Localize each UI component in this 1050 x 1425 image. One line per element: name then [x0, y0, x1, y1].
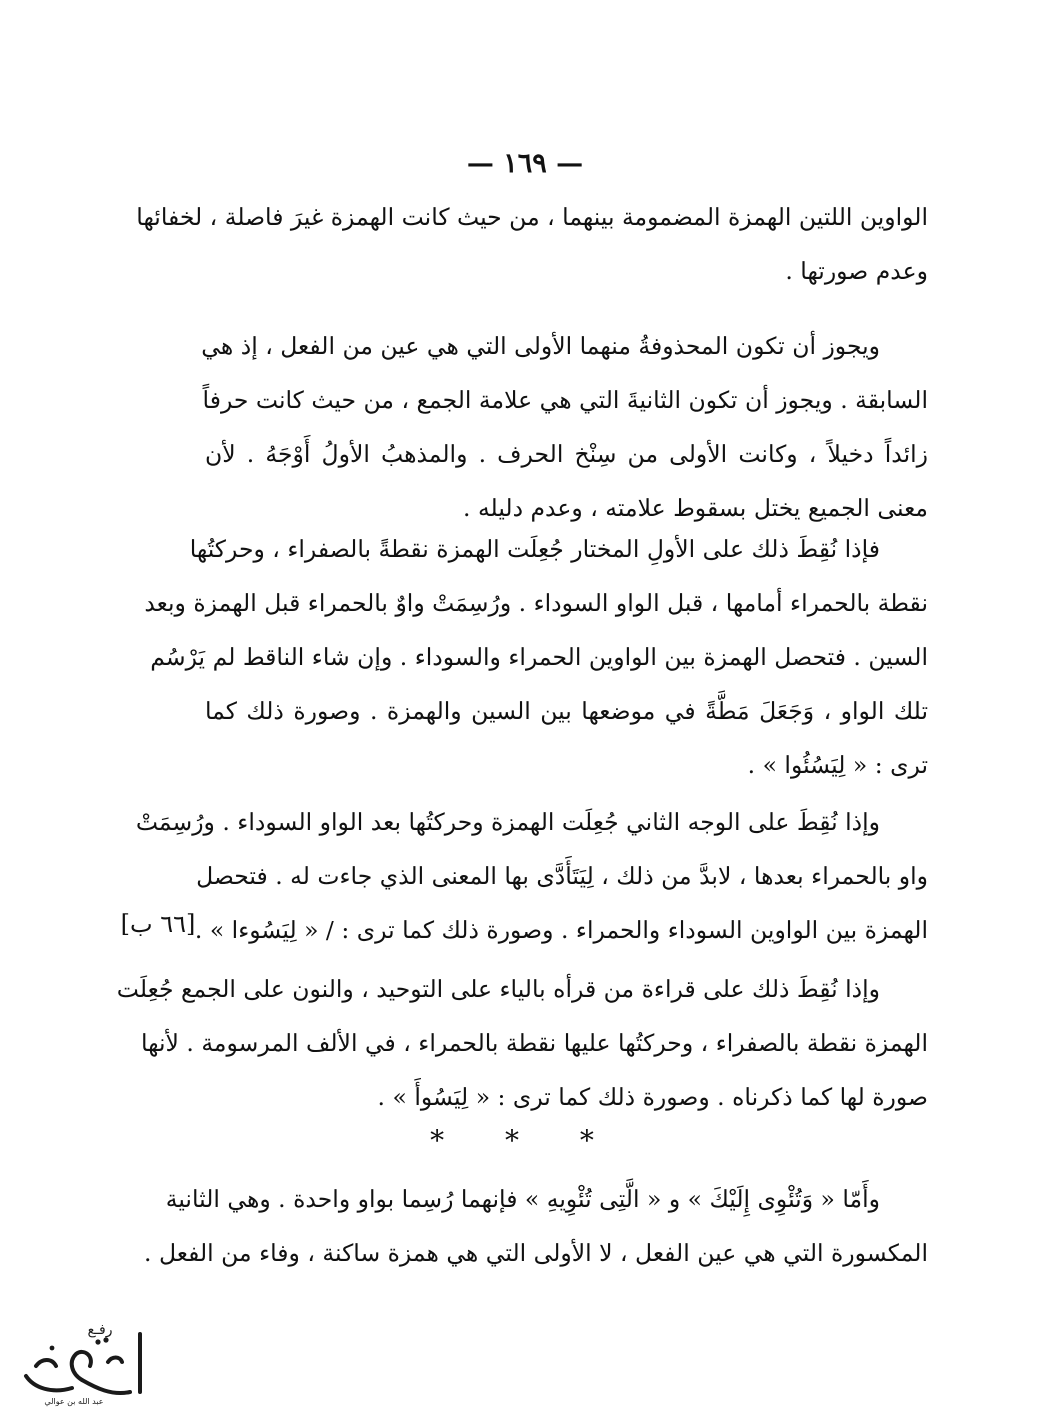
paragraph-2 [201, 319, 928, 535]
paragraph-line: السين . فتحصل الهمزة بين الواوين الحمراء والسوداء . وإن شاء الناقط لم يَرْسُم [150, 643, 928, 671]
paragraph-line: معنى الجميع يختل بسقوط علامته ، وعدم دليله . [463, 494, 928, 522]
paragraph-line: نقطة بالحمراء أمامها ، قبل الواو السوداء . ورُسِمَتْ واوٌ بالحمراء قبل الهمزة وبعد [144, 589, 928, 617]
paragraph-line: الهمزة بين الواوين السوداء والحمراء . وصورة ذلك كما ترى : / « لِيَسُوءا » . [194, 916, 928, 944]
calligraphy-stamp-logo [12, 1318, 152, 1408]
paragraph-line: صورة لها كما ذكرناه . وصورة ذلك كما ترى : « لِيَسُوأَ » . [377, 1083, 928, 1111]
paragraph-line: وأَمّا « وَتُئْوِى إِلَيْكَ » و « الَّتِى تُئْوِيهِ » فإنهما رُسِما بواو واحدة . وهي الثانية [165, 1185, 880, 1213]
paragraph-line: واو بالحمراء بعدها ، لابدَّ من ذلك ، لِيَتَأَدَّى بها المعنى الذي جاءت له . فتحصل [196, 862, 928, 890]
paragraph-line: وعدم صورتها . [785, 257, 928, 285]
stamp-graphic [12, 1318, 152, 1408]
paragraph-line: وإذا نُقِطَ على الوجه الثاني جُعِلَت الهمزة وحركتُها بعد الواو السوداء . ورُسِمَتْ [135, 808, 880, 836]
paragraph-line: الواوين اللتين الهمزة المضمومة بينهما ، من حيث كانت الهمزة غيرَ فاصلة ، لخفائها [136, 203, 928, 231]
paragraph-3 [144, 522, 928, 792]
paragraph-line: تلك الواو ، وَجَعَلَ مَطَّةً في موضعها بين السين والهمزة . وصورة ذلك كما [205, 697, 928, 725]
stamp-small-text: عبد الله بن عوالي [44, 1397, 104, 1406]
margin-folio-note: [٦٦ ب] [120, 910, 196, 938]
paragraph-line: زائداً دخيلاً ، وكانت الأولى من سِنْخ الحرف . والمذهبُ الأولُ أَوْجَهُ . لأن [205, 440, 928, 468]
paragraph-line: ويجوز أن تكون المحذوفةُ منهما الأولى التي هي عين من الفعل ، إذ هي [201, 332, 880, 360]
paragraph-6 [144, 1172, 928, 1280]
paragraph-line: فإذا نُقِطَ ذلك على الأولِ المختار جُعِلَت الهمزة نقطةً بالصفراء ، وحركتُها [189, 535, 880, 563]
paragraph-5 [116, 962, 928, 1124]
paragraph-line: المكسورة التي هي عين الفعل ، لا الأولى التي هي همزة ساكنة ، وفاء من الفعل . [144, 1239, 928, 1267]
paragraph-line: السابقة . ويجوز أن تكون الثانيةَ التي هي علامة الجمع ، من حيث كانت حرفاً [202, 386, 928, 414]
page-number: — ١٦٩ — [466, 148, 584, 179]
paragraph-1 [136, 190, 928, 298]
paragraph-line: ترى : « لِيَسُئُوا » . [747, 751, 928, 779]
stamp-top-text: رفـع [87, 1322, 113, 1338]
section-divider-asterisks: * * * [430, 1124, 620, 1157]
paragraph-line: وإذا نُقِطَ ذلك على قراءة من قرأه بالياء على التوحيد ، والنون على الجمع جُعِلَت [116, 975, 880, 1003]
paragraph-line: الهمزة نقطة بالصفراء ، وحركتُها عليها نقطة بالحمراء ، في الألف المرسومة . لأنها [140, 1029, 928, 1057]
